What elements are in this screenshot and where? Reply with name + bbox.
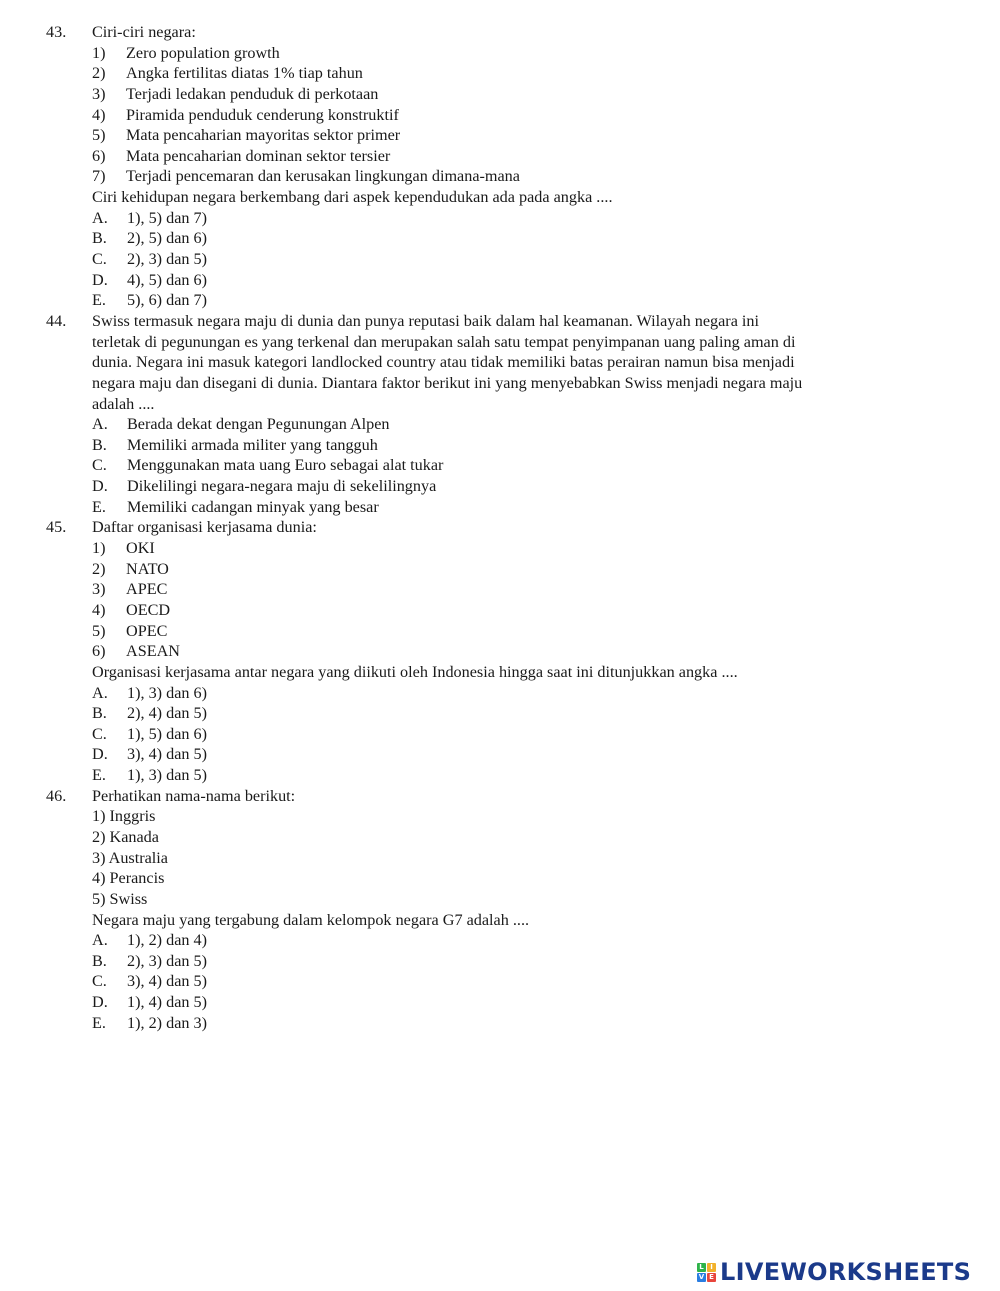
answer-option bbox=[0, 270, 1000, 291]
answer-option bbox=[0, 435, 1000, 456]
answer-option bbox=[0, 992, 1000, 1013]
question-prompt: Ciri kehidupan negara berkembang dari aspek kependudukan ada pada angka .... bbox=[92, 188, 613, 207]
answer-option-text: 1), 5) dan 7) bbox=[127, 208, 208, 227]
list-item-text: OPEC bbox=[126, 621, 168, 640]
question-stem-line: Perhatikan nama-nama berikut: bbox=[92, 786, 296, 805]
answer-option bbox=[0, 765, 1000, 786]
list-item bbox=[0, 579, 1000, 600]
answer-option bbox=[0, 971, 1000, 992]
list-item-number: 7) bbox=[92, 167, 106, 186]
answer-option bbox=[0, 476, 1000, 497]
answer-option bbox=[0, 1013, 1000, 1034]
answer-option-letter: D. bbox=[92, 745, 108, 764]
answer-option-text: 2), 5) dan 6) bbox=[127, 229, 208, 248]
list-item-text: OKI bbox=[126, 539, 155, 558]
answer-option-text: 1), 4) dan 5) bbox=[127, 993, 208, 1012]
question-paragraph bbox=[92, 332, 892, 415]
list-item-number: 1) bbox=[92, 539, 106, 558]
answer-option-text: Berada dekat dengan Pegunungan Alpen bbox=[127, 415, 390, 434]
answer-option bbox=[0, 951, 1000, 972]
question-number: 44. bbox=[46, 311, 67, 330]
question-block bbox=[0, 517, 1000, 785]
answer-option-letter: D. bbox=[92, 270, 108, 289]
answer-option bbox=[0, 208, 1000, 229]
answer-option-letter: C. bbox=[92, 724, 107, 743]
answer-option bbox=[0, 683, 1000, 704]
list-item-text: Terjadi pencemaran dan kerusakan lingkungan dimana-mana bbox=[126, 167, 520, 186]
question-header bbox=[0, 22, 1000, 43]
list-item bbox=[0, 600, 1000, 621]
answer-option bbox=[0, 930, 1000, 951]
question-block bbox=[0, 786, 1000, 1034]
list-item bbox=[0, 105, 1000, 126]
list-item-text: Terjadi ledakan penduduk di perkotaan bbox=[126, 84, 379, 103]
answer-option-text: Dikelilingi negara-negara maju di sekelilingnya bbox=[127, 477, 437, 496]
question-block bbox=[0, 311, 1000, 517]
answer-option-letter: E. bbox=[92, 497, 106, 516]
list-item: 2) Kanada bbox=[92, 827, 159, 846]
list-item bbox=[0, 125, 1000, 146]
answer-option-text: 1), 3) dan 6) bbox=[127, 683, 208, 702]
question-stem-line: Swiss termasuk negara maju di dunia dan punya reputasi baik dalam hal keamanan. Wilayah negara ini bbox=[92, 311, 760, 330]
answer-option bbox=[0, 724, 1000, 745]
list-item bbox=[0, 538, 1000, 559]
list-item bbox=[0, 63, 1000, 84]
answer-option-text: 2), 3) dan 5) bbox=[127, 250, 208, 269]
answer-option-letter: B. bbox=[92, 229, 107, 248]
question-stem-line: Ciri-ciri negara: bbox=[92, 23, 196, 41]
answer-option bbox=[0, 455, 1000, 476]
list-item-number: 5) bbox=[92, 621, 106, 640]
answer-option-text: 2), 4) dan 5) bbox=[127, 704, 208, 723]
list-item bbox=[0, 43, 1000, 64]
answer-option bbox=[0, 497, 1000, 518]
answer-option-letter: C. bbox=[92, 972, 107, 991]
answer-option-letter: A. bbox=[92, 208, 108, 227]
answer-option-text: 4), 5) dan 6) bbox=[127, 270, 208, 289]
answer-option-text: 1), 5) dan 6) bbox=[127, 724, 208, 743]
list-item bbox=[0, 166, 1000, 187]
list-item-number: 3) bbox=[92, 580, 106, 599]
answer-option-letter: C. bbox=[92, 456, 107, 475]
answer-option bbox=[0, 249, 1000, 270]
list-item-text: Angka fertilitas diatas 1% tiap tahun bbox=[126, 64, 363, 83]
question-prompt: Organisasi kerjasama antar negara yang diikuti oleh Indonesia hingga saat ini ditunjukkan angka .... bbox=[92, 662, 738, 681]
logo-cube: I bbox=[707, 1263, 716, 1272]
list-item: 1) Inggris bbox=[92, 807, 156, 826]
list-item-number: 1) bbox=[92, 43, 106, 62]
list-item bbox=[0, 641, 1000, 662]
logo-cube: L bbox=[697, 1263, 706, 1272]
answer-option-letter: E. bbox=[92, 1013, 106, 1032]
list-item bbox=[0, 146, 1000, 167]
answer-option-text: 1), 2) dan 3) bbox=[127, 1013, 208, 1032]
answer-option-letter: E. bbox=[92, 291, 106, 310]
liveworksheets-logo bbox=[697, 1259, 971, 1285]
answer-option-letter: B. bbox=[92, 704, 107, 723]
list-item bbox=[0, 621, 1000, 642]
question-header bbox=[0, 786, 1000, 807]
answer-option-text: Memiliki armada militer yang tangguh bbox=[127, 435, 378, 454]
question-stem-line: dunia. Negara ini masuk kategori landlocked country atau tidak memiliki batas perairan namun bisa menjadi bbox=[92, 353, 795, 372]
list-item-text: APEC bbox=[126, 580, 168, 599]
question-header bbox=[0, 517, 1000, 538]
question-header bbox=[0, 311, 1000, 332]
answer-option-letter: A. bbox=[92, 415, 108, 434]
question-number: 43. bbox=[46, 23, 67, 41]
list-item-number: 3) bbox=[92, 84, 106, 103]
list-item-text: Zero population growth bbox=[126, 43, 280, 62]
list-item: 4) Perancis bbox=[92, 869, 165, 888]
answer-option-text: 3), 4) dan 5) bbox=[127, 972, 208, 991]
list-item-text: OECD bbox=[126, 600, 171, 619]
list-item bbox=[0, 84, 1000, 105]
answer-option-text: 2), 3) dan 5) bbox=[127, 951, 208, 970]
answer-option-text: Memiliki cadangan minyak yang besar bbox=[127, 497, 379, 516]
answer-option-letter: A. bbox=[92, 931, 108, 950]
list-item-number: 4) bbox=[92, 600, 106, 619]
list-item: 3) Australia bbox=[92, 848, 168, 867]
list-item-text: NATO bbox=[126, 559, 169, 578]
question-stem-line: terletak di pegunungan es yang terkenal dan merupakan salah satu tempat penyimpanan uang paling aman di bbox=[92, 332, 796, 351]
answer-option bbox=[0, 414, 1000, 435]
logo-cube: V bbox=[698, 1272, 705, 1281]
answer-option bbox=[0, 744, 1000, 765]
list-item: 5) Swiss bbox=[92, 889, 148, 908]
question-prompt: Negara maju yang tergabung dalam kelompok negara G7 adalah .... bbox=[92, 910, 530, 929]
logo-brand-text: LIVEWORKSHEETS bbox=[720, 1258, 972, 1286]
answer-option-text: 5), 6) dan 7) bbox=[127, 291, 208, 310]
list-item bbox=[0, 559, 1000, 580]
list-item-text: ASEAN bbox=[126, 642, 180, 661]
answer-option bbox=[0, 228, 1000, 249]
answer-option-text: 1), 3) dan 5) bbox=[127, 766, 208, 785]
answer-option-text: Menggunakan mata uang Euro sebagai alat tukar bbox=[127, 456, 444, 475]
question-stem-line: adalah .... bbox=[92, 394, 155, 413]
list-item-number: 5) bbox=[92, 126, 106, 145]
answer-option bbox=[0, 290, 1000, 311]
question-stem-line: negara maju dan disegani di dunia. Diantara faktor berikut ini yang menyebabkan Swiss menjadi negara maju bbox=[92, 373, 803, 392]
question-block bbox=[0, 22, 1000, 311]
list-item-text: Mata pencaharian mayoritas sektor primer bbox=[126, 126, 401, 145]
answer-option-text: 1), 2) dan 4) bbox=[127, 931, 208, 950]
list-item-text: Piramida penduduk cenderung konstruktif bbox=[126, 105, 399, 124]
answer-option-letter: D. bbox=[92, 477, 108, 496]
logo-cubes-icon bbox=[697, 1263, 716, 1282]
logo-cube: E bbox=[707, 1273, 716, 1282]
answer-option-letter: C. bbox=[92, 250, 107, 269]
list-item-number: 4) bbox=[92, 105, 106, 124]
list-item-number: 6) bbox=[92, 642, 106, 661]
list-item-number: 2) bbox=[92, 64, 106, 83]
answer-option-letter: D. bbox=[92, 993, 108, 1012]
answer-option-text: 3), 4) dan 5) bbox=[127, 745, 208, 764]
worksheet-document bbox=[0, 22, 1000, 1033]
question-stem-line: Daftar organisasi kerjasama dunia: bbox=[92, 518, 317, 537]
list-item-number: 2) bbox=[92, 559, 106, 578]
answer-option bbox=[0, 703, 1000, 724]
answer-option-letter: B. bbox=[92, 951, 107, 970]
answer-option-letter: A. bbox=[92, 683, 108, 702]
answer-option-letter: B. bbox=[92, 435, 107, 454]
question-number: 45. bbox=[46, 518, 67, 537]
list-item-text: Mata pencaharian dominan sektor tersier bbox=[126, 146, 391, 165]
list-item-number: 6) bbox=[92, 146, 106, 165]
answer-option-letter: E. bbox=[92, 766, 106, 785]
question-number: 46. bbox=[46, 786, 67, 805]
